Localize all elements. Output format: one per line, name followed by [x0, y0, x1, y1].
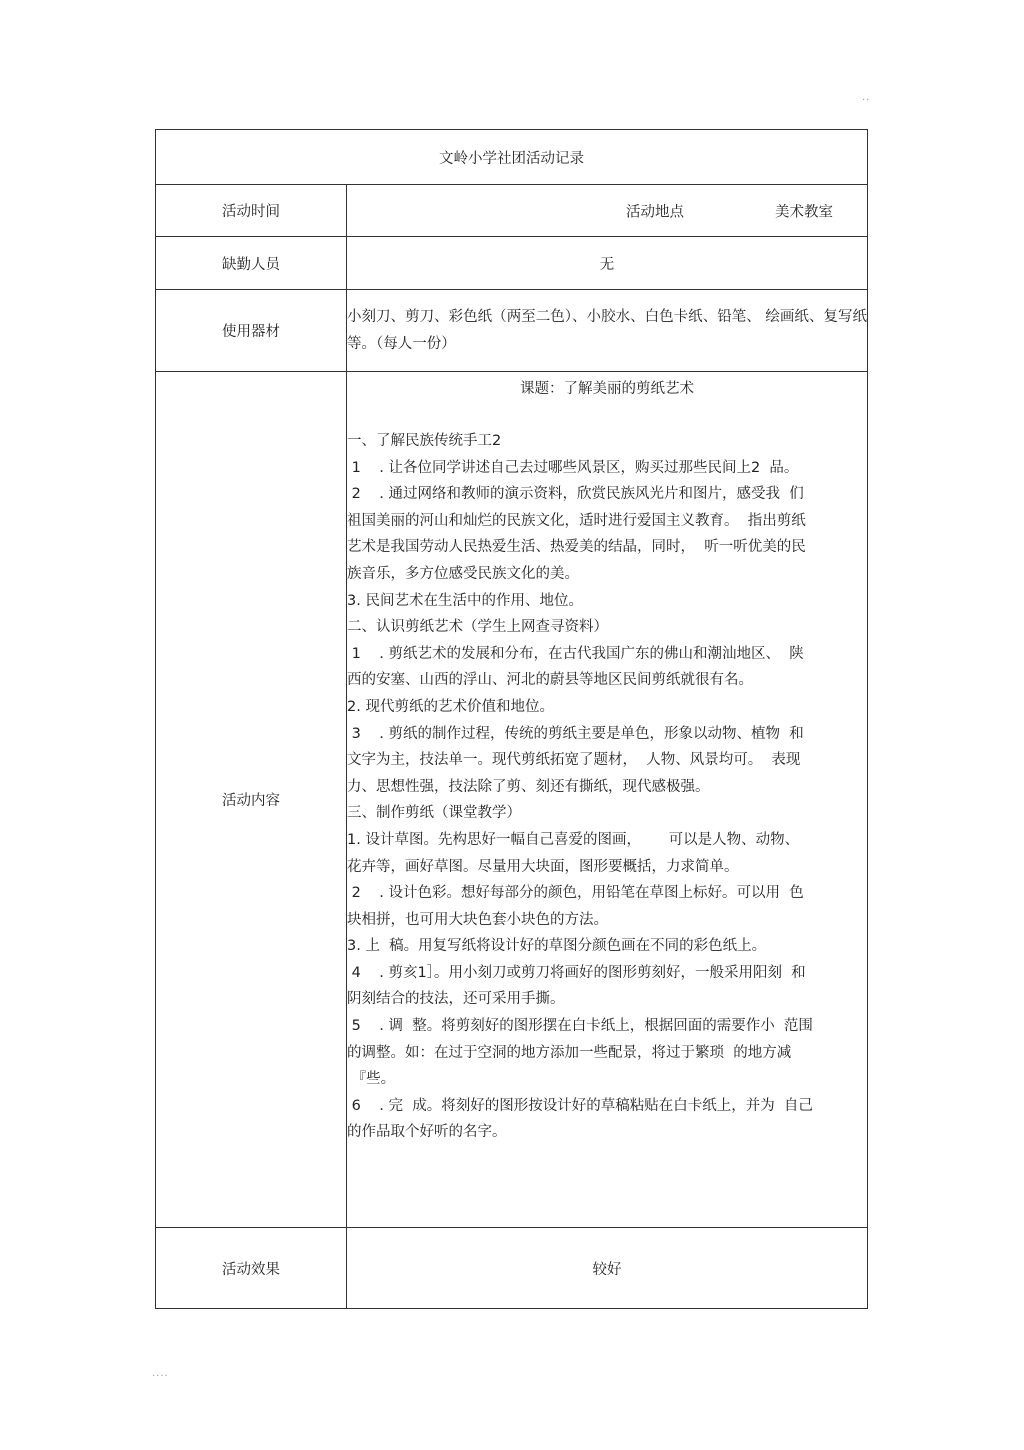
content-line: 一、了解民族传统手工2: [347, 433, 502, 449]
content-line: 1 . 剪纸艺术的发展和分布，在古代我国广东的佛山和潮汕地区、 陕: [347, 645, 804, 662]
corner-mark-bottom: ....: [152, 1368, 169, 1379]
content-line: 『些。: [347, 1071, 396, 1088]
content-line: 祖国美丽的河山和灿烂的民族文化，适时进行爱国主义教育。 指出剪纸: [347, 512, 806, 529]
content-line: 西的安塞、山西的浮山、河北的蔚县等地区民间剪纸就很有名。: [347, 672, 753, 689]
content-line: 的作品取个好听的名字。: [347, 1124, 507, 1141]
content-title: 课题：了解美丽的剪纸艺术: [520, 381, 694, 397]
content-line: 3. 民间艺术在生活中的作用、地位。: [347, 592, 583, 609]
activity-record-table: [155, 129, 868, 1309]
absent-label: 缺勤人员: [156, 237, 347, 290]
content-line: 花卉等，画好草图。尽量用大块面，图形要概括，力求简单。: [347, 858, 739, 875]
content-line: 5 . 调 整。将剪刻好的图形摆在白卡纸上，根据回面的需要作小 范围: [347, 1018, 813, 1035]
content-cell: [347, 372, 868, 1228]
content-line: 族音乐，多方位感受民族文化的美。: [347, 565, 579, 582]
content-line: 2 . 设计色彩。想好每部分的颜色，用铅笔在草图上标好。可以用 色: [347, 885, 804, 902]
content-line: 阴刻结合的技法，还可采用手撕。: [347, 991, 565, 1008]
content-line: 4 . 剪亥1］。用小刻刀或剪刀将画好的图形剪刻好，一般采用阳刻 和: [347, 964, 806, 981]
content-body: [347, 428, 867, 1146]
content-line: 3 . 剪纸的制作过程，传统的剪纸主要是单色，形象以动物、植物 和: [347, 725, 804, 742]
time-location-cell: [347, 185, 868, 237]
content-line: 2. 现代剪纸的艺术价值和地位。: [347, 698, 554, 715]
content-line: 6 . 完 成。将刻好的图形按设计好的草稿粘贴在白卡纸上，并为 自己: [347, 1097, 813, 1114]
content-label: 活动内容: [156, 372, 347, 1228]
content-line: 3. 上 稿。用复写纸将设计好的草图分颜色画在不同的彩色纸上。: [347, 938, 767, 955]
content-line: 三、制作剪纸（课堂教学）: [347, 805, 521, 822]
location-label: 活动地点: [626, 204, 684, 220]
content-line: 块相拼，也可用大块色套小块色的方法。: [347, 911, 608, 928]
content-line: 的调整。如：在过于空洞的地方添加一些配景，将过于繁琐 的地方减: [347, 1044, 792, 1061]
content-line: 二、认识剪纸艺术（学生上网查寻资料）: [347, 619, 608, 636]
effect-value: 较好: [347, 1228, 868, 1309]
content-line: 1 . 让各位同学讲述自己去过哪些风景区，购买过那些民间上2 品。: [347, 459, 799, 476]
table-title: 文岭小学社团活动记录: [156, 130, 868, 185]
time-label: 活动时间: [156, 185, 347, 237]
absent-value: 无: [347, 237, 868, 290]
materials-value: 小刻刀、剪刀、彩色纸（两至二色）、小胶水、白色卡纸、铅笔、 绘画纸、复写纸等。（每人一份）: [347, 290, 868, 372]
materials-label: 使用器材: [156, 290, 347, 372]
content-line: 1. 设计草图。先构思好一幅自己喜爱的图画， 可以是人物、动物、: [347, 831, 800, 848]
content-line: 文字为主，技法单一。现代剪纸拓宽了题材， 人物、风景均可。 表现: [347, 752, 801, 769]
effect-label: 活动效果: [156, 1228, 347, 1309]
location-value: 美术教室: [775, 204, 833, 220]
corner-mark-top: ..: [862, 92, 871, 103]
content-line: 艺术是我国劳动人民热爱生活、热爱美的结晶，同时， 听一听优美的民: [347, 539, 806, 556]
content-line: 力、思想性强，技法除了剪、刻还有撕纸，现代感极强。: [347, 778, 710, 795]
content-line: 2 . 通过网络和教师的演示资料，欣赏民族风光片和图片，感受我 们: [347, 486, 804, 503]
